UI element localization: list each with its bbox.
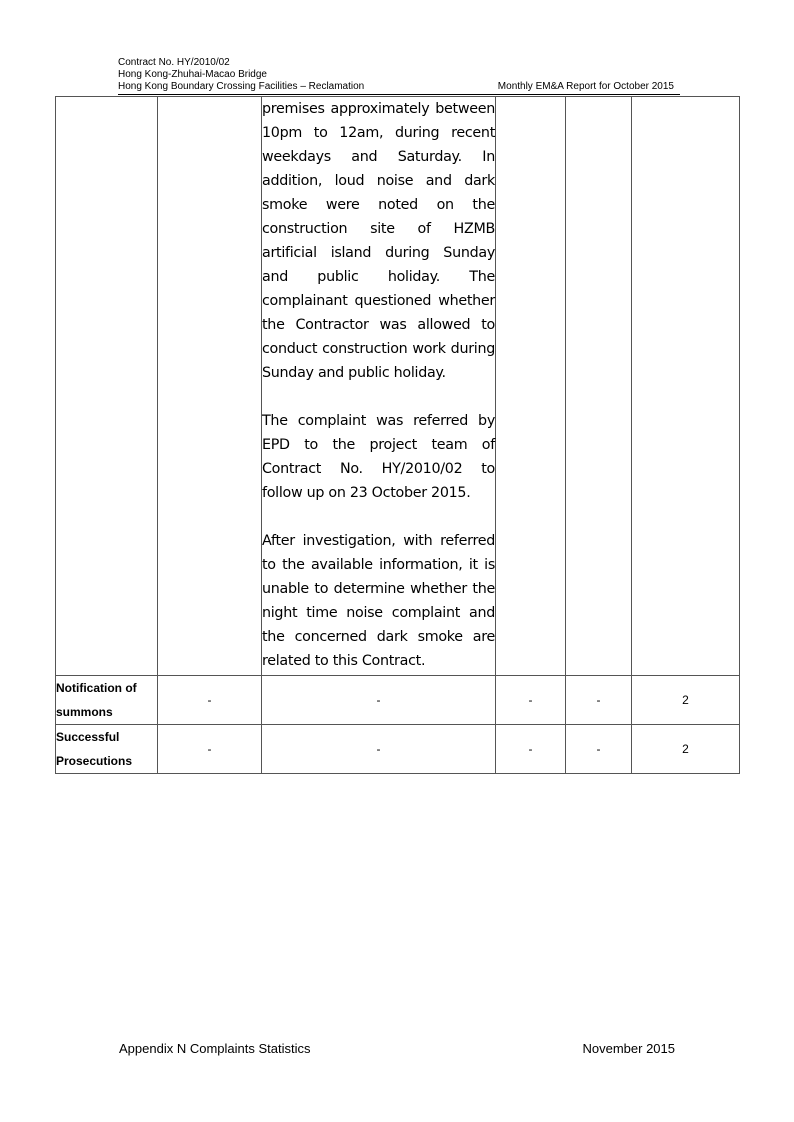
project-name: Hong Kong-Zhuhai-Macao Bridge [118, 69, 267, 80]
table-row-successful-prosecutions [56, 725, 740, 774]
row-label-line: summons [56, 705, 113, 719]
table-cell: - [496, 676, 566, 725]
table-cell-count: 2 [632, 676, 740, 725]
row-label-line: Prosecutions [56, 754, 133, 768]
row-label-line: Notification of [56, 681, 137, 695]
header-rule-row [118, 81, 680, 95]
table-row-notification-of-summons [56, 676, 740, 725]
complaint-description-cell [262, 97, 496, 676]
page-footer [119, 1041, 675, 1056]
row-label [56, 725, 158, 774]
complaints-statistics-table [55, 96, 740, 774]
row-label [56, 676, 158, 725]
table-cell-empty [566, 97, 632, 676]
table-cell-empty [496, 97, 566, 676]
table-cell: - [158, 676, 262, 725]
table-row-complaint-continued [56, 97, 740, 676]
appendix-title: Appendix N Complaints Statistics [119, 1041, 311, 1056]
facility-name: Hong Kong Boundary Crossing Facilities – Reclamation [118, 81, 365, 92]
page-header [118, 57, 680, 95]
description-paragraph: premises approximately between 10pm to 12am, during recent weekdays and Saturday. In addition, loud noise and dark smoke were noted on the construction site of HZMB artificial island during Sunday and public holiday. The complainant questioned whether the Contractor was allowed to conduct construction work during Sunday and public holiday. [262, 101, 495, 381]
table-cell-empty [632, 97, 740, 676]
footer-date: November 2015 [582, 1041, 675, 1056]
table-cell-empty [158, 97, 262, 676]
table-cell: - [262, 676, 496, 725]
report-title: Monthly EM&A Report for October 2015 [497, 81, 674, 92]
contract-number: Contract No. HY/2010/02 [118, 57, 230, 68]
table-cell: - [566, 676, 632, 725]
row-label-line: Successful [56, 730, 120, 744]
table-cell: - [158, 725, 262, 774]
table-cell: - [496, 725, 566, 774]
table-cell: - [262, 725, 496, 774]
description-paragraph: The complaint was referred by EPD to the project team of Contract No. HY/2010/02 to follow up on 23 October 2015. [262, 413, 495, 501]
table-cell: - [566, 725, 632, 774]
description-paragraph: After investigation, with referred to the available information, it is unable to determine whether the night time noise complaint and the concerned dark smoke are related to this Contract. [262, 533, 495, 669]
table-cell-count: 2 [632, 725, 740, 774]
table-cell-empty [56, 97, 158, 676]
